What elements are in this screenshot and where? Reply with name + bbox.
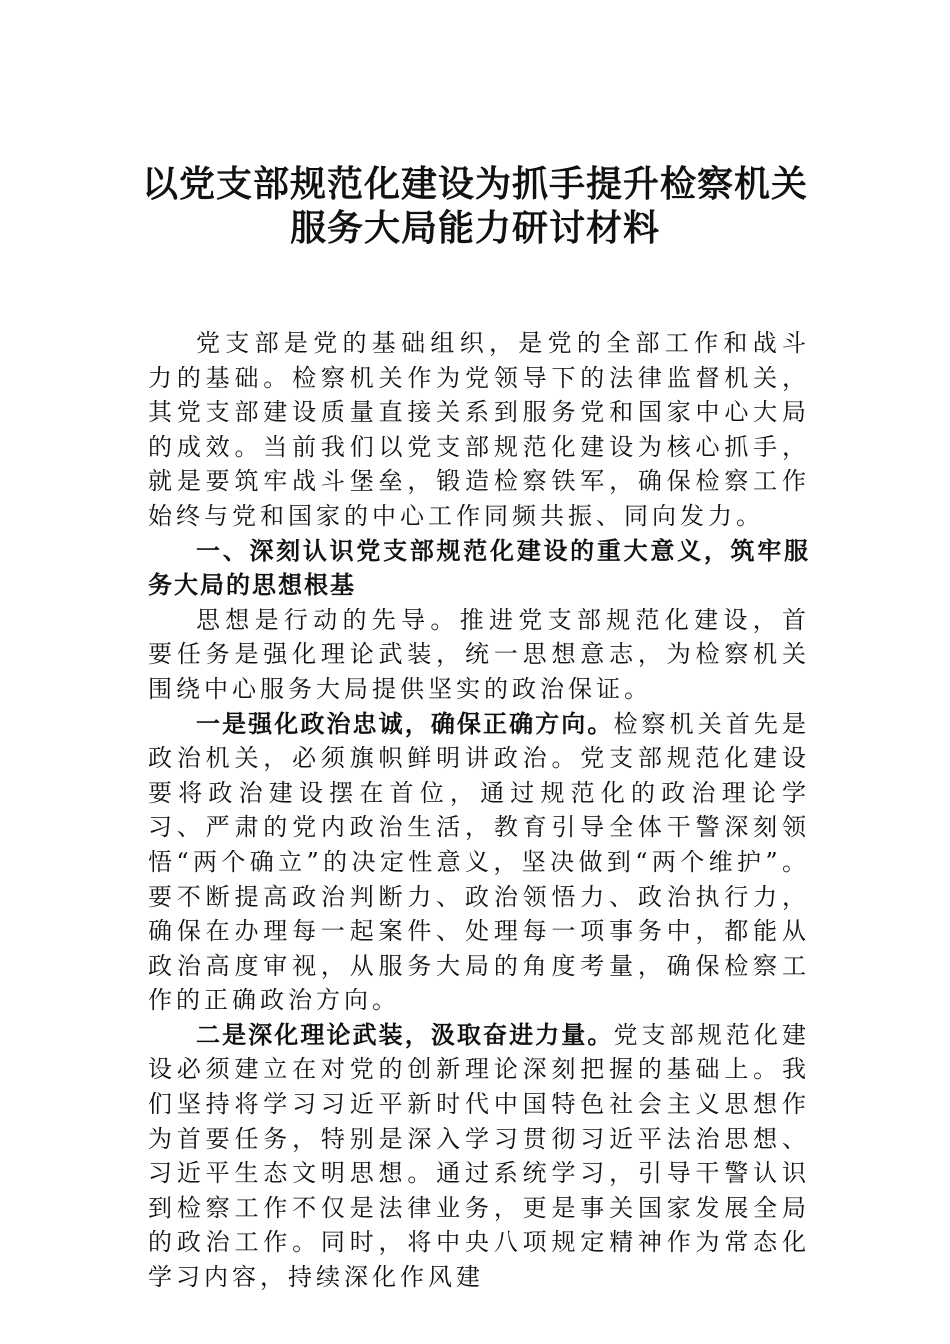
section-1-heading: 一、深刻认识党支部规范化建设的重大意义，筑牢服务大局的思想根基 xyxy=(148,536,810,600)
point-1-text: 检察机关首先是政治机关，必须旗帜鲜明讲政治。党支部规范化建设要将政治建设摆在首位，通过规范化的政治理论学习、严肃的党内政治生活，教育引导全体干警深刻领悟“两个确立”的决定性意义，坚决做到“两个维护”。要不断提高政治判断力、政治领悟力、政治执行力，确保在办理每一起案件、处理每一项事务中，都能从政治高度审视，从服务大局的角度考量，确保检察工作的正确政治方向。 xyxy=(148,709,810,1015)
document-title-line-2: 服务大局能力研讨材料 xyxy=(289,207,660,249)
intro-paragraph: 党支部是党的基础组织，是党的全部工作和战斗力的基础。检察机关作为党领导下的法律监督机关，其党支部建设质量直接关系到服务党和国家中心大局的成效。当前我们以党支部规范化建设为核心抓手，就是要筑牢战斗堡垒，锻造检察铁军，确保检察工作始终与党和国家的中心工作同频共振、同向发力。 xyxy=(148,329,810,530)
point-1-lead: 一是强化政治忠诚，确保正确方向。 xyxy=(196,709,614,738)
section-1-intro-paragraph: 思想是行动的先导。推进党支部规范化建设，首要任务是强化理论武装，统一思想意志，为检察机关围绕中心服务大局提供坚实的政治保证。 xyxy=(148,605,810,703)
document-body xyxy=(148,326,810,1295)
point-1-paragraph xyxy=(148,707,810,1018)
document-title-line-1: 以党支部规范化建设为抓手提升检察机关 xyxy=(141,163,808,205)
point-2-lead: 二是深化理论武装，汲取奋进力量。 xyxy=(196,1020,614,1049)
point-2-paragraph xyxy=(148,1018,810,1295)
point-2-text: 党支部规范化建设必须建立在对党的创新理论深刻把握的基础上。我们坚持将学习习近平新时代中国特色社会主义思想作为首要任务，特别是深入学习贯彻习近平法治思想、习近平生态文明思想。通过系统学习，引导干警认识到检察工作不仅是法律业务，更是事关国家发展全局的政治工作。同时，将中央八项规定精神作为常态化学习内容，持续深化作风建 xyxy=(148,1020,810,1292)
